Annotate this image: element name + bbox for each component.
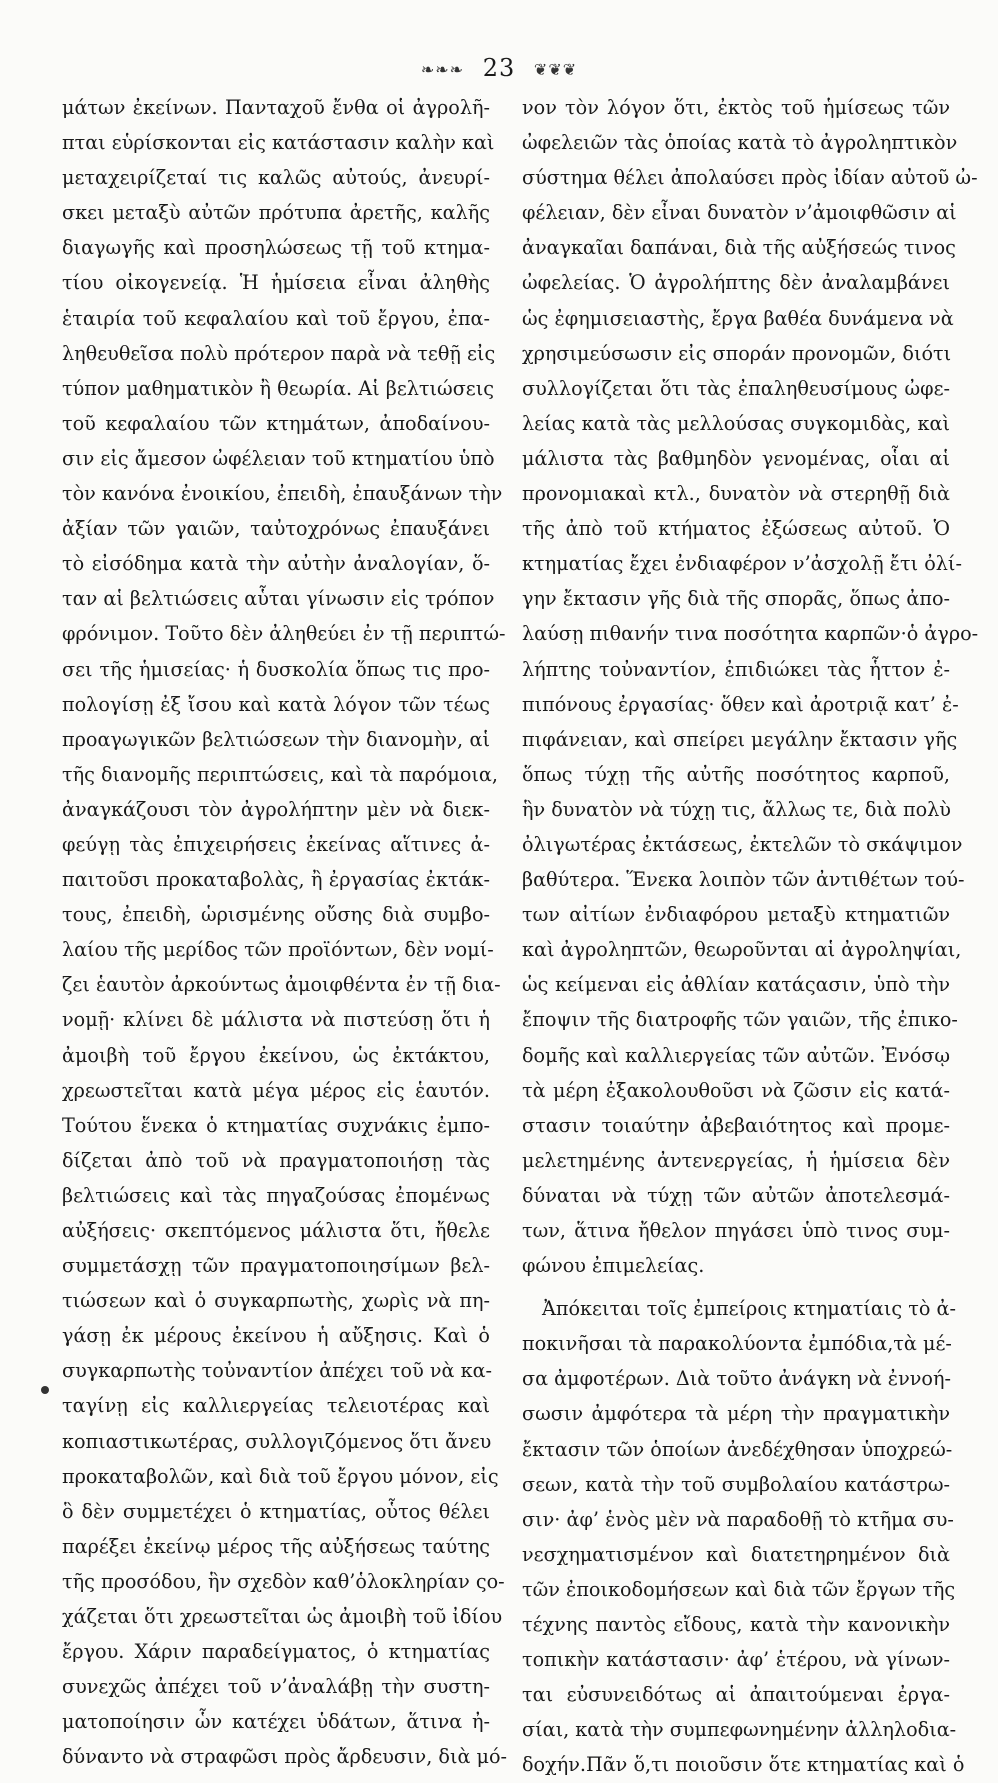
text-line: ὅπως τύχῃ τῆς αὐτῆς ποσότητος καρποῦ, (522, 762, 950, 786)
text-line: γάσῃ ἐκ μέρους ἐκείνου ἡ αὔξησις. Καὶ ὁ (62, 1324, 490, 1348)
text-line: λαίου τῆς μερίδος τῶν προϊόντων, δὲν νομί- (62, 938, 494, 962)
text-line: φέλειαν, δὲν εἶναι δυνατὸν ν’ἀμοιφθῶσιν αἱ (522, 201, 957, 225)
text-line: τῆς διανομῆς περιπτώσεις, καὶ τὰ παρόμοια, (62, 762, 498, 786)
text-line: ζει ἑαυτὸν ἀρκούντως ἀμοιφθέντα ἐν τῇ δια- (62, 973, 501, 997)
text-line: Τούτου ἕνεκα ὁ κτηματίας συχνάκις ἐμπο- (62, 1113, 490, 1137)
text-line: σει τῆς ἡμισείας· ἡ δυσκολία ὅπως τις προ- (62, 657, 490, 681)
text-line: σεων, κατὰ τὴν τοῦ συμβολαίου κατάστρω- (522, 1472, 950, 1496)
text-line: ἑταιρία τοῦ κεφαλαίου καὶ τοῦ ἔργου, ἐπα- (62, 306, 490, 330)
left-column (62, 90, 508, 1775)
text-line: λαύσῃ πιθανήν τινα ποσότητα καρπῶν·ὁ ἀγρο- (522, 622, 979, 646)
text-line: προνομιακαὶ κτλ., δυνατὸν νὰ στερηθῇ διὰ (522, 482, 950, 506)
text-line: γην ἔκτασιν γῆς διὰ τῆς σπορᾶς, ὅπως ἀπο- (522, 587, 950, 611)
text-line: τὸ εἰσόδημα κατὰ τὴν αὐτὴν ἀναλογίαν, ὅ- (62, 552, 490, 576)
text-line: πολογίσῃ ἐξ ἴσου καὶ κατὰ λόγον τῶν τέως (62, 692, 490, 716)
text-line: σκει μεταξὺ αὐτῶν πρότυπα ἀρετῆς, καλῆς (62, 201, 490, 225)
text-line: μάλιστα τὰς βαθμηδὸν γενομένας, οἷαι αἱ (522, 446, 950, 470)
text-line: τὸν κανόνα ἐνοικίου, ἐπειδὴ, ἐπαυξάνων τὴν (62, 482, 503, 506)
text-line: βελτιώσεις καὶ τὰς πηγαζούσας ἐπομένως (62, 1183, 490, 1207)
ornament-left-icon: ❧❧❧ (420, 60, 465, 79)
text-line: πιφάνειαν, καὶ σπείρει μεγάλην ἔκτασιν γῆς (522, 727, 958, 751)
text-line: ὀλιγωτέρας ἐκτάσεως, ἐκτελῶν τὸ σκάψιμον (522, 832, 963, 856)
text-line: ὃ δὲν συμμετέχει ὁ κτηματίας, οὗτος θέλει (62, 1499, 490, 1523)
text-line: ὠφελείας. Ὁ ἀγρολήπτης δὲν ἀναλαμβάνει (522, 271, 950, 295)
right-column (522, 90, 979, 1783)
text-line: προαγωγικῶν βελτιώσεων τὴν διανομὴν, αἱ (62, 727, 490, 751)
text-line: ὡς κείμεναι εἰς ἀθλίαν κατάςασιν, ὑπὸ τὴν (522, 973, 950, 997)
text-line: στασιν τοιαύτην ἀβεβαιότητος καὶ προμε- (522, 1113, 950, 1137)
text-line: χρησιμεύσωσιν εἰς σποράν προνομῶν, διότι (522, 341, 952, 365)
text-line: δοχήν.Πᾶν ὅ,τι ποιοῦσιν ὅτε κτηματίας καὶ ὁ (522, 1753, 965, 1777)
text-line: σα ἀμφοτέρων. Διὰ τοῦτο ἀνάγκη νὰ ἐννοή- (522, 1367, 951, 1391)
text-line: προκαταβολῶν, καὶ διὰ τοῦ ἔργου μόνον, εἰς (62, 1464, 499, 1488)
text-line: κτηματίας ἔχει ἐνδιαφέρον ν’ἀσχολῇ ἔτι ὀλί- (522, 552, 962, 576)
text-line: ἀξίαν τῶν γαιῶν, ταὐτοχρόνως ἐπαυξάνει (62, 517, 490, 541)
text-line: συγκαρπωτὴς τοὐναντίον ἀπέχει τοῦ νὰ κα- (62, 1359, 493, 1383)
text-line: ποκινῆσαι τὰ παρακολύοντα ἐμπόδια,τὰ μέ- (522, 1332, 952, 1356)
text-line: φώνου ἐπιμελείας. (522, 1254, 705, 1278)
text-line: σύστημα θέλει ἀπολαύσει πρὸς ἰδίαν αὐτοῦ ὠ- (522, 166, 978, 190)
text-line: λείας κατὰ τὰς μελλούσας συγκομιδὰς, καὶ (522, 411, 950, 435)
text-line: συμμετάσχῃ τῶν πραγματοποιησίμων βελ- (62, 1254, 490, 1278)
text-line: δίζεται ἀπὸ τοῦ νὰ πραγματοποιήσῃ τὰς (62, 1148, 490, 1172)
text-line: σιν εἰς ἄμεσον ὠφέλειαν τοῦ κτηματίου ὑπὸ (62, 446, 495, 470)
text-line: ἣν δυνατὸν νὰ τύχῃ τις, ἄλλως τε, διὰ πολὺ (522, 797, 951, 821)
margin-mark (41, 1386, 49, 1394)
text-line: παρέξει ἐκείνῳ μέρος τῆς αὐξήσεως ταύτης (62, 1534, 490, 1558)
text-line: νεσχηματισμένον καὶ διατετηρημένον διὰ (522, 1542, 950, 1566)
text-line: συλλογίζεται ὅτι τὰς ἐπαληθευσίμους ὠφε- (522, 376, 950, 400)
text-line: τοπικὴν κατάστασιν· ἀφ’ ἑτέρου, νὰ γίνων- (522, 1648, 950, 1672)
paragraph-gap (522, 1283, 950, 1291)
text-line: ταν αἱ βελτιώσεις αὗται γίνωσιν εἰς τρόπον (62, 587, 495, 611)
text-line: σίαι, κατὰ τὴν συμπεφωνημένην ἀλληλοδια- (522, 1718, 957, 1742)
text-line: τῆς προσόδου, ἣν σχεδὸν καθ’ὁλοκληρίαν ςο- (62, 1569, 505, 1593)
text-line: μεταχειρίζεταί τις καλῶς αὐτούς, ἀνευρί- (62, 166, 490, 190)
text-line: ἔκτασιν τῶν ὁποίων ἀνεδέχθησαν ὑποχρεώ- (522, 1437, 953, 1461)
text-line: καὶ ἀγροληπτῶν, θεωροῦνται αἱ ἀγροληψίαι, (522, 938, 962, 962)
text-line: ὡς ἐφημισειαστὴς, ἔργα βαθέα δυνάμενα νὰ (522, 306, 954, 330)
text-line: τοῦ κεφαλαίου τῶν κτημάτων, ἀποδαίνου- (62, 411, 490, 435)
text-line: νομῇ· κλίνει δὲ μάλιστα νὰ πιστεύσῃ ὅτι ἡ (62, 1008, 490, 1032)
text-line: τύπον μαθηματικὸν ἢ θεωρία. Αἱ βελτιώσεις (62, 376, 495, 400)
text-line: ται εὐσυνειδότως αἱ ἀπαιτούμεναι ἐργα- (522, 1683, 950, 1707)
text-line: ληθευθεῖσα πολὺ πρότερον παρὰ νὰ τεθῇ εἰς (62, 341, 496, 365)
text-line: ἀμοιβὴ τοῦ ἔργου ἐκείνου, ὡς ἐκτάκτου, (62, 1043, 490, 1067)
text-line: δύναντο νὰ στραφῶσι πρὸς ἄρδευσιν, διὰ μό- (62, 1745, 508, 1769)
text-line: παιτοῦσι προκαταβολὰς, ἢ ἐργασίας ἐκτάκ- (62, 868, 490, 892)
text-line: μελετημένης ἀντενεργείας, ἡ ἡμίσεια δὲν (522, 1148, 950, 1172)
text-line: βαθύτερα. Ἕνεκα λοιπὸν τῶν ἀντιθέτων τού- (522, 868, 965, 892)
text-line: σιν· ἀφ’ ἑνὸς μὲν νὰ παραδοθῇ τὸ κτῆμα συ- (522, 1507, 954, 1531)
text-line: χρεωστεῖται κατὰ μέγα μέρος εἰς ἑαυτόν. (62, 1078, 490, 1102)
text-line: κοπιαστικωτέρας, συλλογιζόμενος ὅτι ἄνευ (62, 1429, 492, 1453)
text-line: δύναται νὰ τύχῃ τῶν αὐτῶν ἀποτελεσμά- (522, 1183, 950, 1207)
text-line: πιπόνους ἐργασίας· ὅθεν καὶ ἀροτριᾷ κατ’ ἐ- (522, 692, 959, 716)
text-line: των αἰτίων ἐνδιαφόρου μεταξὺ κτηματιῶν (522, 903, 950, 927)
text-line: τιώσεων καὶ ὁ συγκαρπωτὴς, χωρὶς νὰ πη- (62, 1289, 490, 1313)
text-line: τὰ μέρη ἐξακολουθοῦσι νὰ ζῶσιν εἰς κατά- (522, 1078, 950, 1102)
text-line: αὐξήσεις· σκεπτόμενος μάλιστα ὅτι, ἤθελε (62, 1219, 490, 1242)
page-header (0, 54, 998, 82)
text-line: ἔποψιν τῆς διατροφῆς τῶν γαιῶν, τῆς ἐπικο- (522, 1008, 958, 1032)
text-line: δομῆς καὶ καλλιεργείας τῶν αὐτῶν. Ἐνόσῳ (522, 1043, 950, 1067)
text-line: λήπτης τοὐναντίον, ἐπιδιώκει τὰς ἧττον ἐ- (522, 657, 950, 681)
text-line: συνεχῶς ἀπέχει τοῦ ν’ἀναλάβῃ τὴν συστη- (62, 1675, 490, 1699)
text-line: μάτων ἐκείνων. Πανταχοῦ ἔνθα οἱ ἀγρολῆ- (62, 96, 490, 119)
text-line: τίου οἰκογενείᾳ. Ἡ ἡμίσεια εἶναι ἀληθὴς (62, 271, 490, 295)
text-line: Ἀπόκειται τοῖς ἐμπείροις κτηματίαις τὸ ἀ- (542, 1297, 956, 1321)
text-line: τέχνης παντὸς εἴδους, κατὰ τὴν κανονικὴν (522, 1613, 950, 1637)
text-line: νον τὸν λόγον ὅτι, ἐκτὸς τοῦ ἡμίσεως τῶν (522, 96, 950, 119)
text-line: ὠφελειῶν τὰς ὁποίας κατὰ τὸ ἀγροληπτικὸν (522, 131, 958, 155)
ornament-right-icon: ❦❦❦ (533, 60, 578, 79)
text-line: των, ἅτινα ἤθελον πηγάσει ὑπὸ τινος συμ- (522, 1219, 950, 1242)
text-line: πται εὑρίσκονται εἰς κατάστασιν καλὴν καὶ (62, 131, 495, 155)
text-line: ἔργου. Χάριν παραδείγματος, ὁ κτηματίας (62, 1640, 490, 1664)
text-line: τῶν ἐποικοδομήσεων καὶ διὰ τῶν ἔργων τῆς (522, 1577, 956, 1601)
text-line: τους, ἐπειδὴ, ὡρισμένης οὔσης διὰ συμβο- (62, 903, 490, 927)
text-line: ἀναγκαῖαι δαπάναι, διὰ τῆς αὐξήσεώς τινος (522, 236, 956, 260)
text-line: σωσιν ἀμφότερα τὰ μέρη τὴν πραγματικὴν (522, 1402, 950, 1426)
page-number: 23 (482, 54, 516, 82)
text-line: φρόνιμον. Τοῦτο δὲν ἀληθεύει ἐν τῇ περιπτώ- (62, 622, 506, 646)
text-line: ἀναγκάζουσι τὸν ἀγρολήπτην μὲν νὰ διεκ- (62, 797, 490, 821)
text-line: ματοποίησιν ὧν κατέχει ὑδάτων, ἅτινα ἠ- (62, 1710, 490, 1734)
text-line: φεύγῃ τὰς ἐπιχειρήσεις ἐκείνας αἵτινες ἀ- (62, 832, 490, 856)
text-line: τῆς ἀπὸ τοῦ κτήματος ἐξώσεως αὐτοῦ. Ὁ (522, 517, 950, 541)
text-line: ταγίνῃ εἰς καλλιεργείας τελειοτέρας καὶ (62, 1394, 490, 1418)
text-line: χάζεται ὅτι χρεωστεῖται ὡς ἀμοιβὴ τοῦ ἰδίου (62, 1605, 503, 1629)
text-line: διαγωγῆς καὶ προσηλώσεως τῇ τοῦ κτημα- (62, 236, 490, 260)
